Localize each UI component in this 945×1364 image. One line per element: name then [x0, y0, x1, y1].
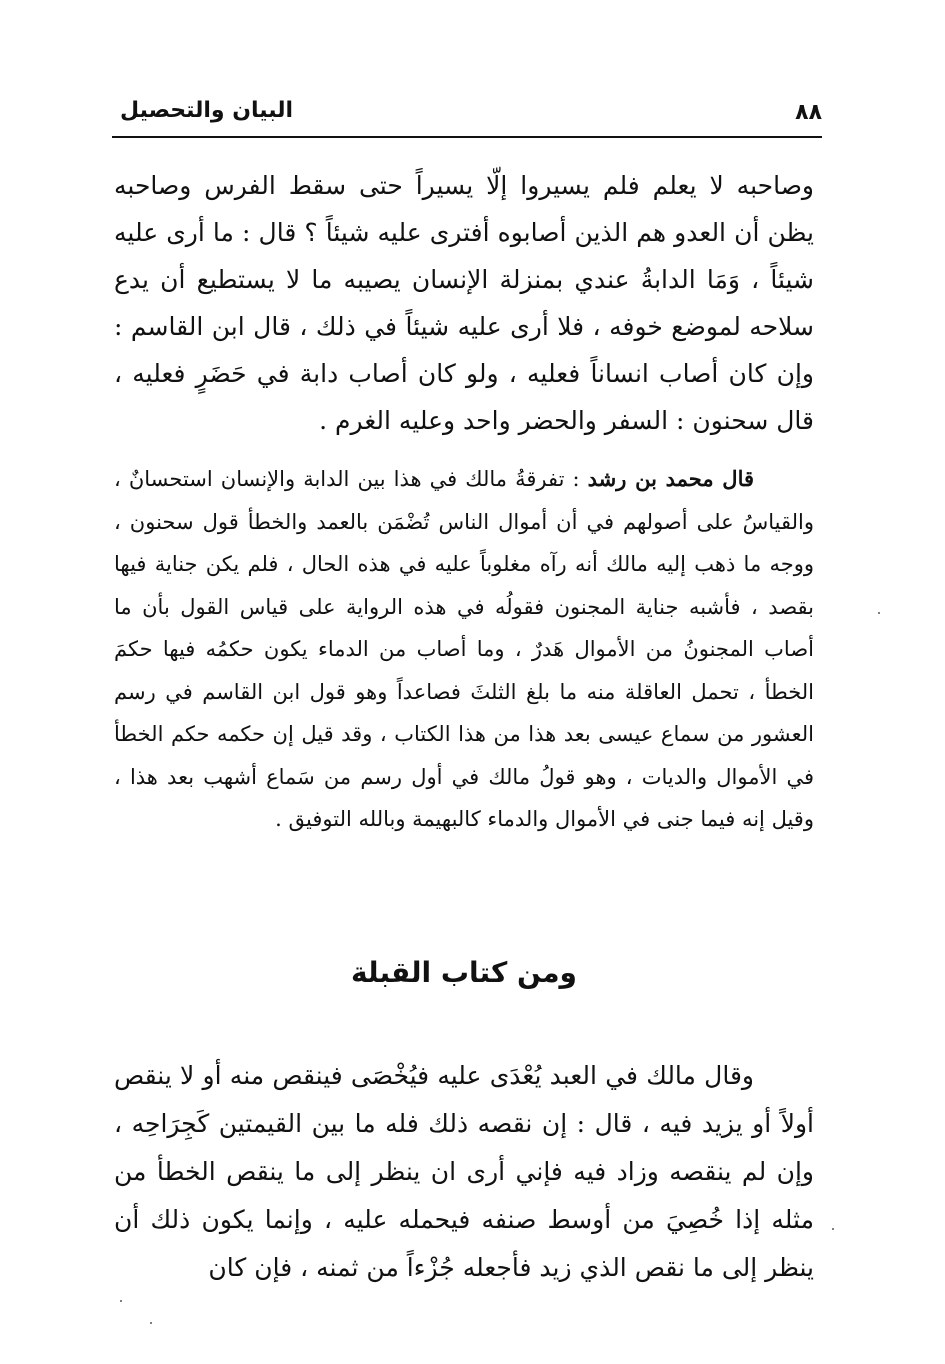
paragraph-3 [114, 1052, 814, 1292]
paragraph-1-text: وصاحبه لا يعلم فلم يسيروا إلّا يسيراً حتى سقط الفرس وصاحبه يظن أن العدو هم الذين أصابوه أفترى عليه شيئاً ؟ قال : ما أرى عليه شيئاً ، وَمَا الدابةُ عندي بمنزلة الإنسان يصيبه ما لا يستطيع أن يدع سلاحه لموضع خوفه ، فلا أرى عليه شيئاً في ذلك ، قال ابن القاسم : وإن كان أصاب انساناً فعليه ، ولو كان أصاب دابة في حَضَرٍ فعليه ، قال سحنون : السفر والحضر واحد وعليه الغرم . [114, 171, 814, 435]
running-title: البيان والتحصيل [120, 98, 294, 123]
paragraph-2-text: : تفرقةُ مالك في هذا بين الدابة والإنسان استحسانٌ ، والقياسُ على أصولهم في أن أموال الناس تُضْمَن بالعمد والخطأ قول سحنون ، ووجه ما ذهب إليه مالك أنه رآه مغلوباً عليه في هذه الحال ، فلم يكن جناية فيها بقصد ، فأشبه جناية المجنون فقولُه في هذه الرواية على قياس القول بأن ما أصاب المجنونُ من الأموال هَدرٌ ، وما أصاب من الدماء يكون حكمُه فيها حكمَ الخطأ ، تحمل العاقلة منه ما بلغ الثلثَ فصاعداً وهو قول ابن القاسم في رسم العشور من سماع عيسى بعد هذا من هذا الكتاب ، وقد قيل إن حكمه حكم الخطأ في الأموال والديات ، وهو قولُ مالك في أول رسم من سَماع أشهب بعد هذا ، وقيل إنه فيما جنى في الأموال والدماء كالبهيمة وبالله التوفيق . [114, 467, 814, 831]
page-header [112, 92, 822, 136]
paragraph-3-text: وقال مالك في العبد يُعْدَى عليه فيُخْصَى فينقص منه أو لا ينقص أولاً أو يزيد فيه ، قال : إن نقصه ذلك فله ما بين القيمتين كَجِرَاحِه ، وإن لم ينقصه وزاد فيه فإني أرى ان ينظر إلى ما ينقص الخطأ من مثله إذا خُصِيَ من أوسط صنفه فيحمله عليه ، وإنما يكون ذلك أن ينظر إلى ما نقص الذي زيد فأجعله جُزْءاً من ثمنه ، فإن كان [114, 1061, 814, 1282]
scan-speck [832, 1228, 834, 1230]
scan-speck [878, 612, 880, 614]
paragraph-1 [114, 162, 814, 444]
header-divider [112, 136, 822, 138]
paragraph-2 [114, 458, 814, 841]
page-number: ٨٨ [795, 100, 822, 125]
scan-speck [150, 1322, 152, 1324]
section-heading: ومن كتاب القبلة [351, 956, 577, 989]
paragraph-2-body [114, 458, 814, 841]
paragraph-2-lead: قال محمد بن رشد [587, 466, 755, 491]
scan-speck [120, 1300, 122, 1302]
paragraph-3-body [114, 1052, 814, 1292]
